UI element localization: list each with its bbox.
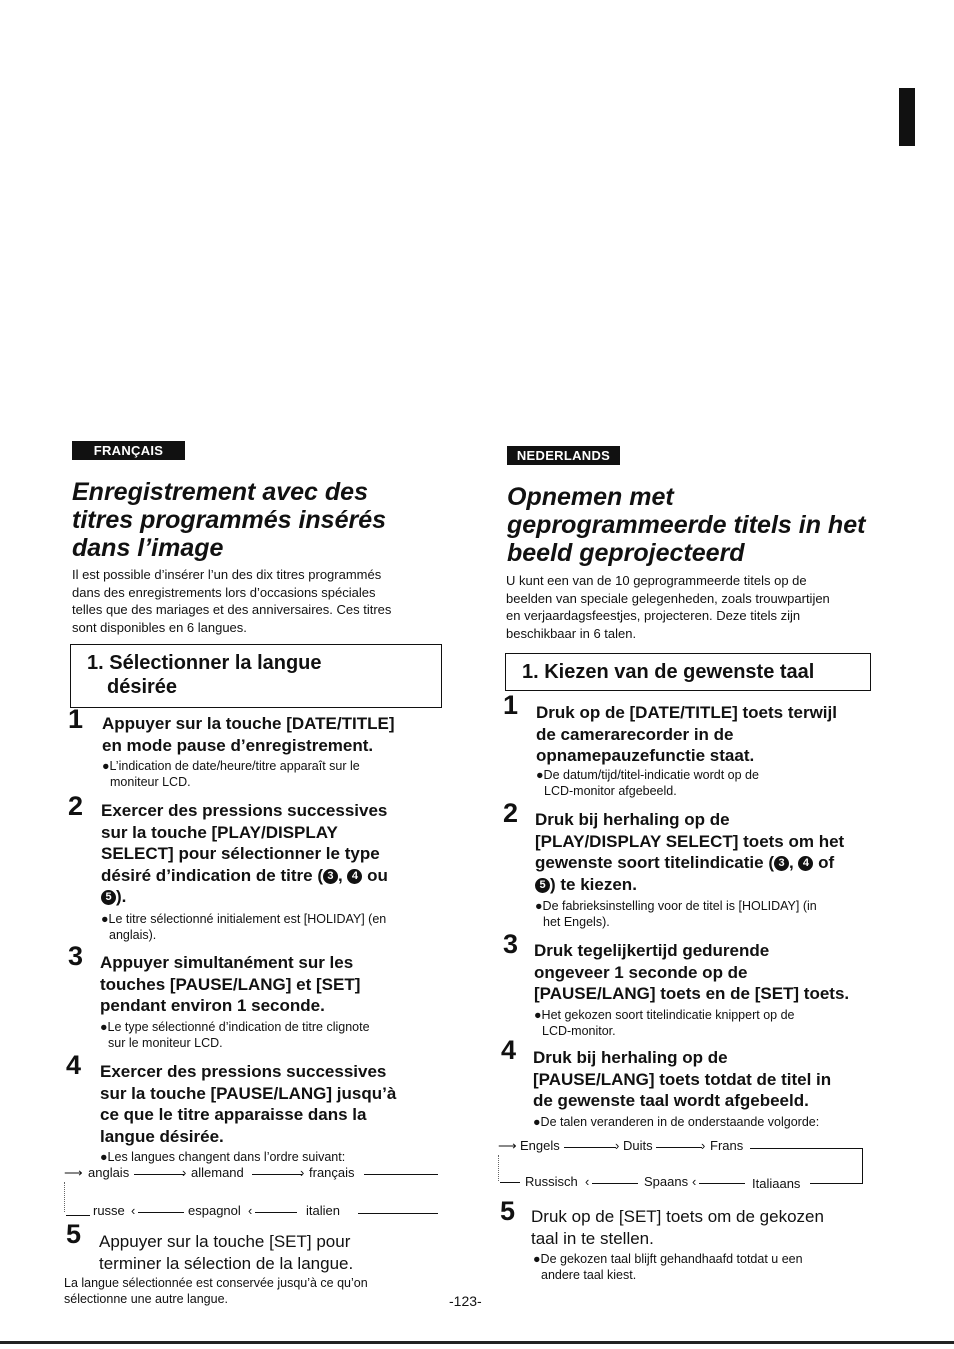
- step-line: terminer la sélection de la langue.: [99, 1253, 354, 1273]
- french-section-title: [87, 651, 427, 699]
- note-line: ●Le type sélectionné d’indication de titre clignote: [100, 1020, 370, 1034]
- note-line: het Engels).: [543, 915, 610, 929]
- french-step-3-note: [100, 1019, 445, 1051]
- step-text: ou: [362, 865, 388, 885]
- circled-4-icon: 4: [798, 856, 813, 871]
- french-title-line: Enregistrement avec des: [72, 478, 368, 506]
- sequence-item: français: [309, 1165, 355, 1180]
- dutch-title-line: geprogrammeerde titels in het: [507, 511, 866, 539]
- section-tab-marker: [899, 88, 915, 146]
- step-number: 3: [503, 929, 519, 959]
- sequence-item: Russisch: [525, 1174, 578, 1189]
- step-line: ongeveer 1 seconde op de: [534, 962, 748, 982]
- dutch-step-1-note: [536, 767, 896, 799]
- dutch-step-4: [533, 1047, 923, 1112]
- step-line: Druk bij herhaling op de: [533, 1048, 728, 1067]
- sequence-item: Engels: [520, 1138, 560, 1153]
- step-line: opnamepauzefunctie staat.: [536, 746, 755, 765]
- french-step-4: [100, 1061, 450, 1147]
- sequence-loop-line: [862, 1148, 863, 1183]
- note-line: sur le moniteur LCD.: [108, 1036, 223, 1050]
- french-title-line: dans l’image: [72, 534, 224, 562]
- step-line: Druk tegelijkertijd gedurende: [534, 941, 770, 960]
- step-number: 3: [68, 941, 84, 971]
- step-line: Appuyer simultanément sur les: [100, 953, 354, 972]
- dutch-title-line: Opnemen met: [507, 483, 674, 511]
- french-step-2: [101, 800, 451, 908]
- step-line: [PAUSE/LANG] toets totdat de titel in: [533, 1069, 832, 1089]
- intro-line: Il est possible d’insérer l’un des dix titres programmés: [72, 567, 382, 582]
- note-line: ●De datum/tijd/titel-indicatie wordt op de: [536, 768, 759, 782]
- dutch-step-5-note: [533, 1251, 893, 1283]
- step-line: taal in te stellen.: [531, 1228, 654, 1248]
- note-line: La langue sélectionnée est conservée jusqu’à ce qu’on: [64, 1276, 368, 1290]
- step-line: [101, 886, 451, 908]
- dutch-step-5: [531, 1206, 921, 1249]
- step-line: de camerarecorder in de: [536, 724, 734, 744]
- intro-line: U kunt een van de 10 geprogrammeerde titels op de: [506, 573, 807, 588]
- sequence-arrow: [138, 1212, 184, 1213]
- step-text: ) te kiezen.: [550, 874, 637, 894]
- sequence-item: Frans: [710, 1138, 744, 1153]
- sequence-arrow: [134, 1174, 184, 1175]
- dutch-step-3-note: [534, 1007, 894, 1039]
- note-line: LCD-monitor afgebeeld.: [544, 784, 677, 798]
- step-line: [535, 874, 925, 896]
- step-line: SELECT] pour sélectionner le type: [101, 844, 380, 863]
- french-step-3: [100, 952, 450, 1017]
- sequence-loop-line: [64, 1182, 66, 1212]
- note-line: moniteur LCD.: [110, 775, 191, 789]
- step-text: of: [813, 853, 835, 872]
- sequence-item: Duits: [623, 1138, 653, 1153]
- step-line: [PAUSE/LANG] toets en de [SET] toets.: [534, 984, 850, 1003]
- sequence-arrow: [656, 1147, 702, 1148]
- lang-badge-dutch: NEDERLANDS: [507, 446, 620, 465]
- step-line: Exercer des pressions successives: [100, 1062, 387, 1081]
- step-number: 2: [68, 791, 84, 821]
- sequence-loop-line: [498, 1155, 500, 1181]
- page-number: -123-: [449, 1293, 482, 1309]
- dutch-section-title: 1. Kiezen van de gewenste taal: [522, 661, 815, 683]
- circled-3-icon: 3: [774, 856, 789, 871]
- section-title-line: 1. Sélectionner la langue: [87, 652, 322, 674]
- step-line: sur la touche [PAUSE/LANG] jusqu’à: [100, 1083, 397, 1103]
- intro-line: en verjaardagsfeestjes, projecteren. Deze titels zijn: [506, 608, 801, 623]
- circled-5-icon: 5: [101, 890, 116, 905]
- french-step-4-note: ●Les langues changent dans l’ordre suivant:: [100, 1150, 346, 1164]
- step-text: ).: [116, 887, 127, 906]
- intro-line: sont disponibles en 6 langues.: [72, 619, 247, 635]
- sequence-item: espagnol: [188, 1203, 241, 1218]
- step-line: langue désirée.: [100, 1126, 224, 1146]
- step-number: 5: [66, 1219, 82, 1249]
- circled-4-icon: 4: [347, 869, 362, 884]
- step-number: 4: [66, 1050, 82, 1080]
- step-line: Druk op de [DATE/TITLE] toets terwijl: [536, 703, 837, 722]
- dutch-step-3: [534, 940, 924, 1005]
- intro-line: dans des enregistrements lors d’occasions spéciales: [72, 584, 376, 600]
- note-line: sélectionne une autre langue.: [64, 1292, 229, 1306]
- step-number: 1: [68, 704, 84, 734]
- sequence-item: anglais: [88, 1165, 130, 1180]
- note-line: LCD-monitor.: [542, 1024, 616, 1038]
- sequence-item: russe: [93, 1203, 125, 1218]
- sequence-item: Italiaans: [752, 1176, 801, 1191]
- section-title-line: désirée: [107, 676, 178, 698]
- step-line: gewenste soort titelindicatie ( 3 , 4 of: [535, 853, 835, 872]
- step-line: ce que le titre apparaisse dans la: [100, 1105, 367, 1124]
- step-line: touches [PAUSE/LANG] et [SET]: [100, 974, 361, 994]
- step-line: en mode pause d’enregistrement.: [102, 735, 374, 755]
- dutch-language-sequence: ⟶ Engels › Duits › Frans Russisch ‹ Spaans ‹ Italiaans: [498, 1138, 868, 1194]
- note-line: ●Le titre sélectionné initialement est [HOLIDAY] (en: [101, 912, 387, 926]
- french-step-1-note: [102, 758, 442, 790]
- dutch-step-2: [535, 809, 925, 895]
- note-line: anglais).: [109, 928, 157, 942]
- step-number: 5: [500, 1196, 516, 1226]
- circled-3-icon: 3: [323, 869, 338, 884]
- bottom-rule: [0, 1341, 954, 1344]
- step-line: Druk op de [SET] toets om de gekozen: [531, 1207, 824, 1226]
- french-step-2-note: [101, 911, 446, 943]
- step-text: désiré d’indication de titre (: [101, 865, 323, 885]
- note-line: ●De gekozen taal blijft gehandhaafd totdat u een: [533, 1252, 803, 1266]
- note-line: ●Het gekozen soort titelindicatie knippert op de: [534, 1008, 795, 1022]
- sequence-arrow: [592, 1183, 638, 1184]
- step-number: 4: [501, 1035, 517, 1065]
- step-number: 1: [503, 690, 519, 720]
- circled-5-icon: 5: [535, 878, 550, 893]
- sequence-item: allemand: [191, 1165, 244, 1180]
- step-line: de gewenste taal wordt afgebeeld.: [533, 1091, 809, 1110]
- intro-line: beelden van speciale gelegenheden, zoals trouwpartijen: [506, 590, 830, 606]
- sequence-arrow: [255, 1212, 297, 1213]
- step-line: désiré d’indication de titre ( 3 , 4 ou: [101, 865, 388, 885]
- step-number: 2: [503, 798, 519, 828]
- note-line: andere taal kiest.: [541, 1268, 637, 1282]
- note-line: ●De fabrieksinstelling voor de titel is [HOLIDAY] (in: [535, 899, 817, 913]
- french-footnote: [64, 1275, 444, 1307]
- sequence-arrow: [699, 1183, 745, 1184]
- step-line: Appuyer sur la touche [SET] pour: [99, 1232, 351, 1251]
- step-line: [PLAY/DISPLAY SELECT] toets om het: [535, 831, 845, 851]
- step-line: Druk bij herhaling op de: [535, 810, 730, 829]
- step-line: pendant environ 1 seconde.: [100, 996, 325, 1015]
- french-step-1: [102, 713, 452, 756]
- dutch-step-1: [536, 702, 916, 767]
- french-intro: [72, 566, 462, 636]
- french-step-5: [99, 1231, 449, 1274]
- dutch-step-2-note: [535, 898, 895, 930]
- sequence-line: [810, 1183, 863, 1184]
- dutch-intro: [506, 572, 906, 642]
- sequence-line: [500, 1182, 520, 1183]
- dutch-step-4-note: ●De talen veranderen in de onderstaande volgorde:: [533, 1115, 820, 1129]
- sequence-line: [66, 1215, 90, 1216]
- french-title-line: titres programmés insérés: [72, 506, 387, 534]
- dutch-title-line: beeld geprojecteerd: [507, 539, 745, 567]
- intro-line: telles que des mariages et des anniversaires. Ces titres: [72, 602, 392, 617]
- step-line: Appuyer sur la touche [DATE/TITLE]: [102, 714, 395, 733]
- sequence-item: italien: [306, 1203, 340, 1218]
- sequence-line: [364, 1174, 438, 1175]
- sequence-item: Spaans: [644, 1174, 689, 1189]
- note-line: ●L’indication de date/heure/titre apparaît sur le: [102, 759, 360, 773]
- lang-badge-french: FRANÇAIS: [72, 441, 185, 460]
- french-language-sequence: ⟶ anglais › allemand › français russe ‹ espagnol ‹ italien: [64, 1165, 444, 1225]
- sequence-arrow: [252, 1174, 302, 1175]
- sequence-line: [358, 1213, 438, 1214]
- sequence-arrow: [564, 1147, 616, 1148]
- french-title: [72, 478, 472, 562]
- step-line: Exercer des pressions successives: [101, 801, 388, 820]
- step-line: sur la touche [PLAY/DISPLAY: [101, 822, 338, 842]
- step-text: gewenste soort titelindicatie (: [535, 853, 774, 872]
- intro-line: beschikbaar in 6 talen.: [506, 625, 637, 641]
- dutch-title: [507, 483, 937, 567]
- sequence-line: [750, 1148, 862, 1149]
